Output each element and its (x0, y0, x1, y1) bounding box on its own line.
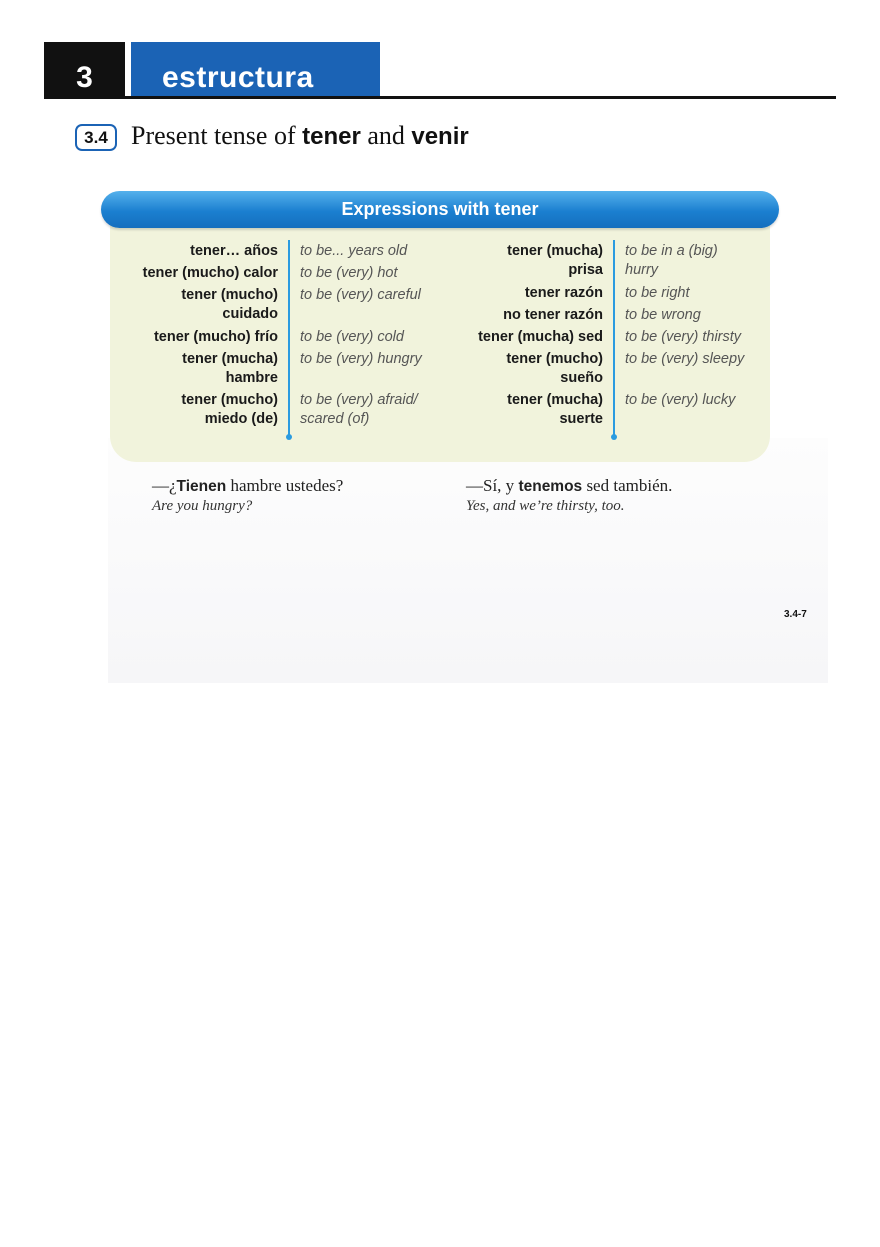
section-label: estructura (162, 61, 314, 94)
chapter-number: 3 (76, 60, 93, 94)
question-dash: —¿ (152, 476, 177, 495)
section-label-box (131, 42, 380, 99)
example-answer (466, 476, 672, 496)
subsection-number-badge (75, 124, 117, 151)
right-term-6: tener (mucha) suerte (507, 392, 603, 427)
page-background (108, 438, 828, 683)
question-rest: hambre ustedes? (226, 476, 344, 495)
expressions-title: Expressions with tener (341, 199, 539, 219)
subtitle-verb-venir: venir (411, 123, 469, 150)
column-divider-right (613, 240, 615, 436)
left-term-5: tener (mucha) hambre (182, 351, 278, 386)
column-divider-left-dot (286, 434, 292, 440)
subtitle-conjunction: and (360, 121, 412, 150)
header-rule (44, 96, 836, 99)
left-term-6: tener (mucho) miedo (de) (181, 392, 278, 427)
left-term-2: tener (mucho) calor (142, 265, 278, 281)
chapter-number-box (44, 42, 125, 99)
answer-verb: tenemos (518, 478, 583, 495)
left-meaning-3: to be (very) careful (300, 287, 421, 303)
left-meaning-6: to be (very) afraid/ scared (of) (300, 392, 418, 427)
right-term-3: no tener razón (503, 307, 603, 323)
subsection-number: 3.4 (84, 127, 108, 147)
column-divider-right-dot (611, 434, 617, 440)
expressions-title-bar (101, 191, 779, 228)
subsection-title (131, 121, 469, 151)
example-question (152, 476, 343, 496)
right-meaning-6: to be (very) lucky (625, 392, 736, 408)
question-verb: Tienen (176, 478, 227, 495)
subtitle-verb-tener: tener (302, 123, 361, 150)
subtitle-prefix: Present tense of (131, 121, 303, 150)
column-divider-left (288, 240, 290, 436)
right-meaning-4: to be (very) thirsty (625, 329, 742, 345)
left-term-3: tener (mucho) cuidado (181, 287, 278, 322)
left-meaning-1: to be... years old (300, 243, 408, 259)
page-reference: 3.4-7 (784, 609, 807, 620)
right-meaning-5: to be (very) sleepy (625, 351, 745, 367)
left-meaning-2: to be (very) hot (300, 265, 398, 281)
answer-rest: sed también. (582, 476, 673, 495)
left-term-4: tener (mucho) frío (153, 329, 278, 345)
right-meaning-1: to be in a (big) hurry (625, 243, 718, 278)
answer-dash: —Sí, y (466, 476, 519, 495)
right-term-2: tener razón (524, 285, 603, 301)
example-answer-translation: Yes, and we’re thirsty, too. (466, 498, 625, 514)
right-term-4: tener (mucha) sed (478, 329, 603, 345)
right-meaning-3: to be wrong (625, 307, 701, 323)
right-term-1: tener (mucha) prisa (507, 243, 603, 278)
left-meaning-5: to be (very) hungry (300, 351, 422, 367)
left-term-1: tener… años (190, 243, 278, 259)
right-meaning-2: to be right (625, 285, 690, 301)
example-question-translation: Are you hungry? (152, 498, 253, 514)
right-term-5: tener (mucho) sueño (506, 351, 603, 386)
left-meaning-4: to be (very) cold (300, 329, 404, 345)
